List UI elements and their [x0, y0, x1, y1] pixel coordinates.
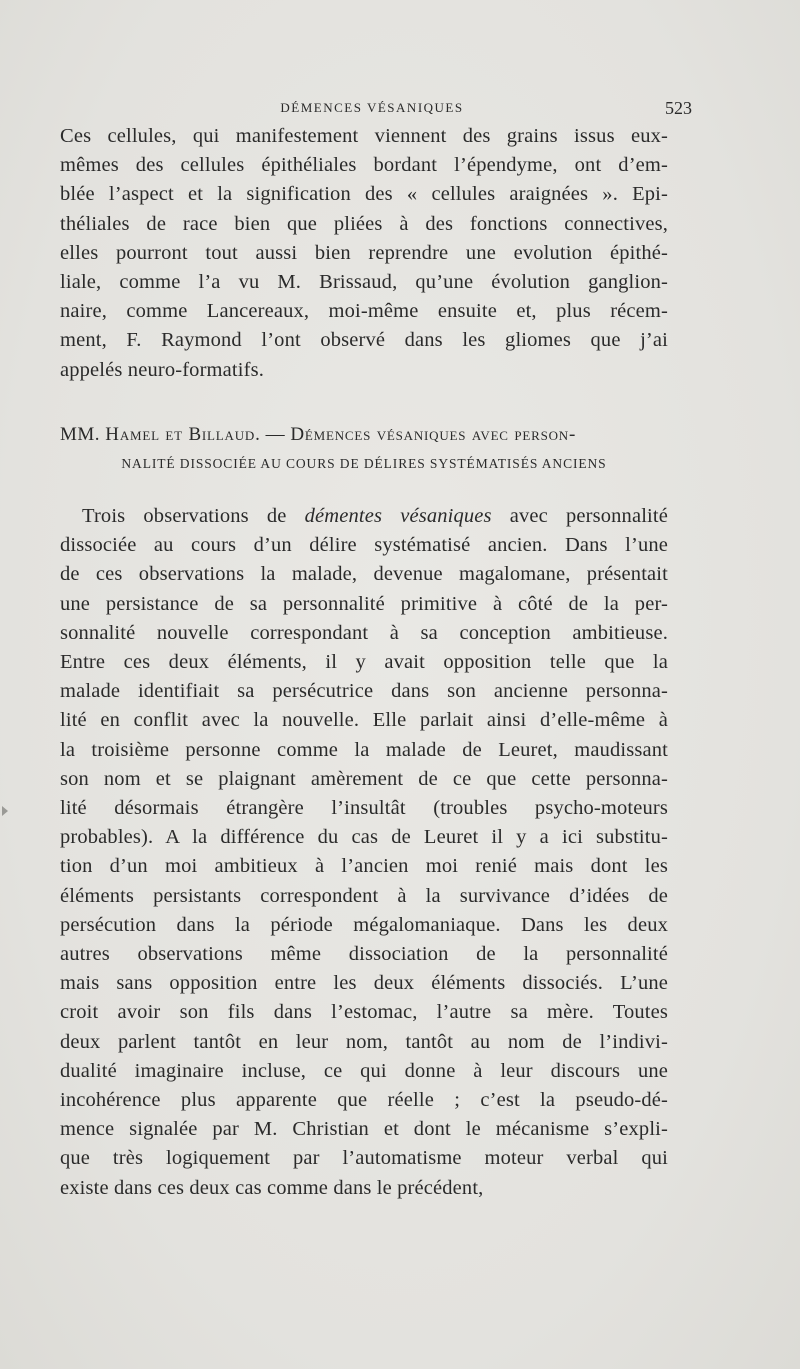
text-line: persécution dans la période mégalomaniaque. Dans les deux	[60, 913, 668, 936]
text-line: autres observations même dissociation de la personnalité	[60, 943, 668, 966]
text-line: sonnalité nouvelle correspondant à sa conception ambitieuse.	[60, 621, 668, 644]
author-billaud: Billaud	[188, 424, 256, 445]
heading-dash: . —	[255, 424, 291, 445]
text-line: de ces observations la malade, devenue magalomane, présentait	[60, 563, 668, 586]
text-line: Entre ces deux éléments, il y avait opposition telle que la	[60, 651, 668, 674]
heading-prefix: MM.	[60, 424, 106, 445]
text-line: malade identifiait sa persécutrice dans son ancienne personna-	[60, 680, 668, 703]
text-line: liale, comme l’a vu M. Brissaud, qu’une évolution ganglion-	[60, 271, 668, 294]
text-line: incohérence plus apparente que réelle ; c’est la pseudo-dé-	[60, 1089, 668, 1112]
text-line: éléments persistants correspondent à la survivance d’idées de	[60, 884, 668, 907]
italic-term: démentes vésaniques	[304, 505, 492, 527]
text-line: tion d’un moi ambitieux à l’ancien moi renié mais dont les	[60, 855, 668, 878]
text-line: Ces cellules, qui manifestement viennent des grains issus eux-	[60, 125, 668, 147]
text-line: théliales de race bien que pliées à des fonctions connectives,	[60, 212, 668, 235]
heading-conjunction: et	[159, 424, 189, 445]
text-line: la troisième personne comme la malade de Leuret, maudissant	[60, 738, 668, 761]
text-line: ment, F. Raymond l’ont observé dans les gliomes que j’ai	[60, 329, 668, 352]
text-line: naire, comme Lancereaux, moi-même ensuite et, plus récem-	[60, 300, 668, 323]
text-line: elles pourront tout aussi bien reprendre une evolution épithé-	[60, 241, 668, 264]
text-line: croit avoir son fils dans l’estomac, l’autre sa mère. Toutes	[60, 1001, 668, 1024]
text-line: son nom et se plaignant amèrement de ce que cette personna-	[60, 767, 668, 790]
text-line: probables). A la différence du cas de Leuret il y a ici substitu-	[60, 826, 668, 849]
heading-title-start: Démences vésaniques avec person-	[290, 424, 577, 445]
author-hamel: Hamel	[105, 424, 160, 445]
paragraph-cells	[60, 122, 668, 385]
text-line: dualité imaginaire incluse, ce qui donne à leur discours une	[60, 1059, 668, 1082]
text-line: mais sans opposition entre les deux éléments dissociés. L’une	[60, 972, 668, 995]
running-head	[60, 96, 692, 120]
text-line: deux parlent tantôt en leur nom, tantôt au nom de l’indivi-	[60, 1030, 668, 1053]
paragraph-observations	[60, 502, 668, 1203]
text-line: une persistance de sa personnalité primitive à côté de la per-	[60, 592, 668, 615]
text-line: lité désormais étrangère l’insultât (troubles psycho-moteurs	[60, 797, 668, 820]
margin-arrow-icon	[2, 806, 8, 816]
text-line: blée l’aspect et la signification des « cellules araignées ». Epi-	[60, 183, 668, 206]
text-line	[60, 502, 668, 531]
text-line: mêmes des cellules épithéliales bordant l’épendyme, ont d’em-	[60, 154, 668, 177]
text-line: mence signalée par M. Christian et dont le mécanisme s’expli-	[60, 1118, 668, 1141]
page-number: 523	[665, 98, 692, 118]
text-line: dissociée au cours d’un délire systématisé ancien. Dans l’une	[60, 534, 668, 557]
running-title: DÉMENCES VÉSANIQUES	[280, 100, 464, 115]
text-line: appelés neuro-formatifs.	[60, 358, 264, 381]
first-line-suffix: avec personnalité	[491, 505, 668, 527]
section-heading	[60, 420, 668, 478]
heading-title-continuation: NALITÉ DISSOCIÉE AU COURS DE DÉLIRES SYSTÉMATISÉS ANCIENS	[121, 456, 607, 471]
text-line: lité en conflit avec la nouvelle. Elle parlait ainsi d’elle-même à	[60, 709, 668, 732]
text-line: existe dans ces deux cas comme dans le précédent,	[60, 1176, 484, 1199]
first-line-prefix: Trois observations de	[82, 505, 305, 527]
text-line: que très logiquement par l’automatisme moteur verbal qui	[60, 1147, 668, 1170]
